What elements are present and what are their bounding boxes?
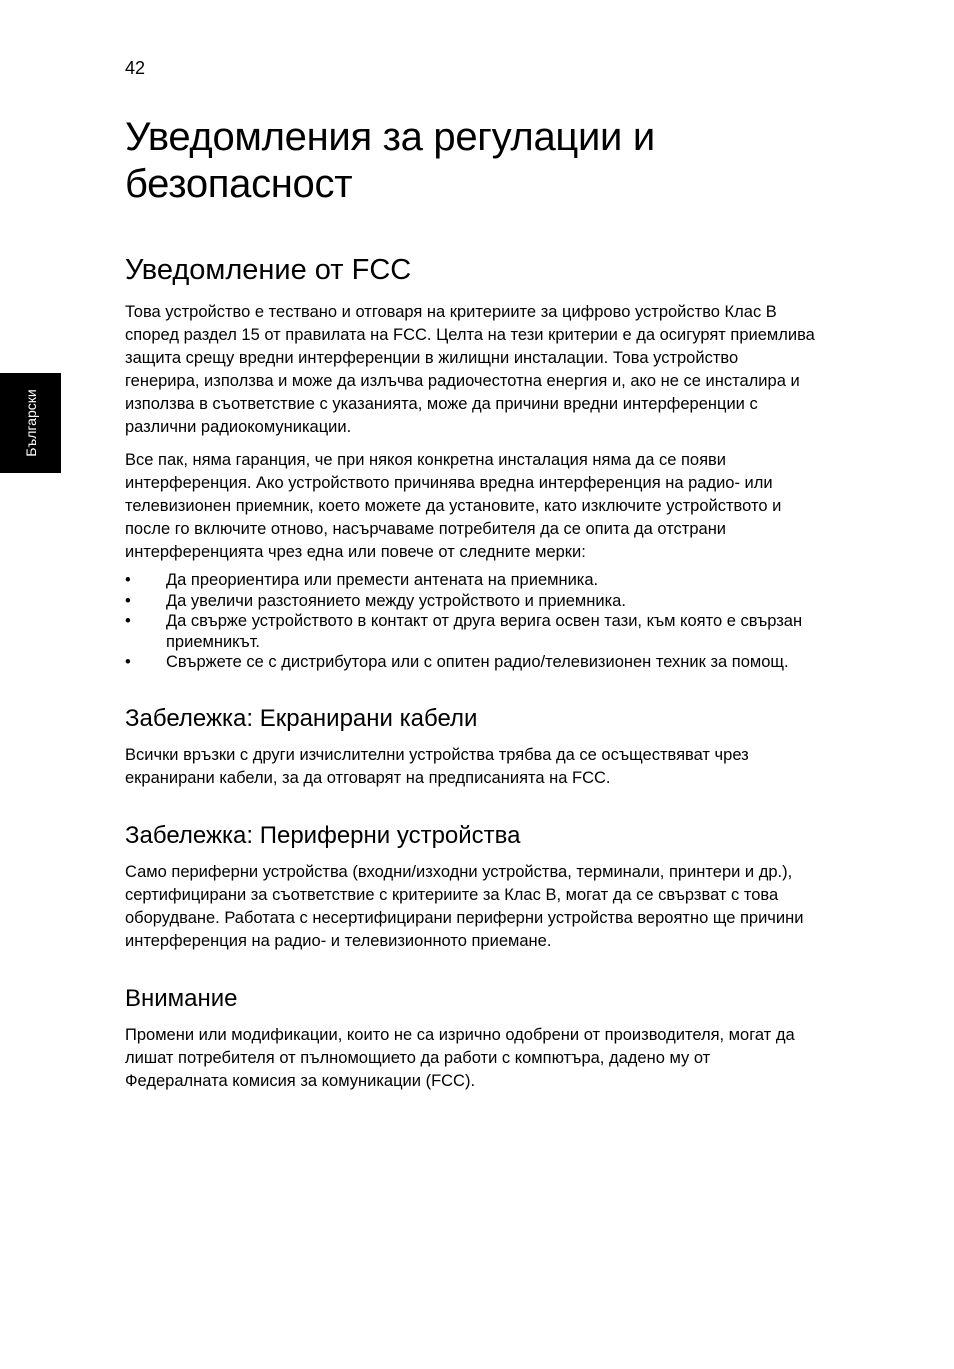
list-item-text: Свържете се с дистрибутора или с опитен радио/телевизионен техник за помощ. bbox=[166, 653, 789, 671]
shielded-cables-section bbox=[125, 704, 815, 790]
fcc-paragraph-1: Това устройство е тествано и отговаря на критериите за цифрово устройство Клас B според раздел 15 от правилата на FCC. Целта на тези критерии е да осигурят приемлива защита срещу вредни интерференции в жилищни инсталации. Това устройство генерира, използва и може да излъчва радиочестотна енергия и, ако не се инсталира и използва в съответствие с указанията, може да причини вредни интерференции с различни радиокомуникации. bbox=[125, 303, 815, 436]
fcc-measures-list bbox=[125, 570, 815, 673]
fcc-section bbox=[125, 252, 815, 673]
list-item bbox=[125, 591, 815, 612]
bullet-icon: • bbox=[125, 591, 131, 610]
page-title-line-2: безопасност bbox=[125, 162, 353, 206]
bullet-icon: • bbox=[125, 653, 131, 671]
language-side-tab-label: Български bbox=[22, 389, 39, 457]
list-item-text: Да преориентира или премести антената на приемника. bbox=[166, 571, 599, 589]
page-number: 42 bbox=[125, 58, 146, 78]
fcc-heading: Уведомление от FCC bbox=[125, 254, 412, 286]
peripherals-heading: Забележка: Периферни устройства bbox=[125, 821, 521, 849]
bullet-icon: • bbox=[125, 571, 131, 589]
list-item bbox=[125, 570, 815, 591]
caution-heading: Внимание bbox=[125, 984, 238, 1012]
peripherals-section bbox=[125, 821, 815, 953]
fcc-paragraph-2: Все пак, няма гаранция, че при някоя конкретна инсталация няма да се появи интерференция. Ако устройството причинява вредна интерференция на радио- или телевизионен приемник, което можете да установите, като изключите устройството и после го включите отново, насърчаваме потребителя да се опита да отстрани интерференцията чрез една или повече от следните мерки: bbox=[125, 451, 782, 561]
list-item bbox=[125, 611, 815, 652]
list-item-text: Да свърже устройството в контакт от друга верига освен тази, към която е свързан приемникът. bbox=[166, 612, 803, 651]
caution-section bbox=[125, 984, 815, 1093]
shielded-cables-text: Всички връзки с други изчислителни устройства трябва да се осъществяват чрез екранирани кабели, за да отговарят на предписанията на FCC. bbox=[125, 745, 749, 787]
bullet-icon: • bbox=[125, 612, 131, 630]
page-title bbox=[125, 114, 815, 208]
list-item-text: Да увеличи разстоянието между устройството и приемника. bbox=[166, 591, 626, 610]
peripherals-text: Само периферни устройства (входни/изходни устройства, терминали, принтери и др.), сертифицирани за съответствие с критериите за Клас B, могат да се свързват с това оборудване. Работата с несертифицирани периферни устройства вероятно ще причини интерференция на радио- и телевизионното приемане. bbox=[125, 862, 804, 950]
shielded-cables-heading: Забележка: Екранирани кабели bbox=[125, 704, 478, 732]
page-title-line-1: Уведомления за регулации и bbox=[125, 115, 655, 159]
page-content bbox=[125, 114, 815, 1093]
caution-text: Промени или модификации, които не са изрично одобрени от производителя, могат да лишат потребителя от пълномощието да работи с компютъра, дадено му от Федералната комисия за комуникации (FCC). bbox=[125, 1025, 795, 1090]
language-side-tab bbox=[0, 373, 61, 473]
list-item bbox=[125, 652, 815, 673]
